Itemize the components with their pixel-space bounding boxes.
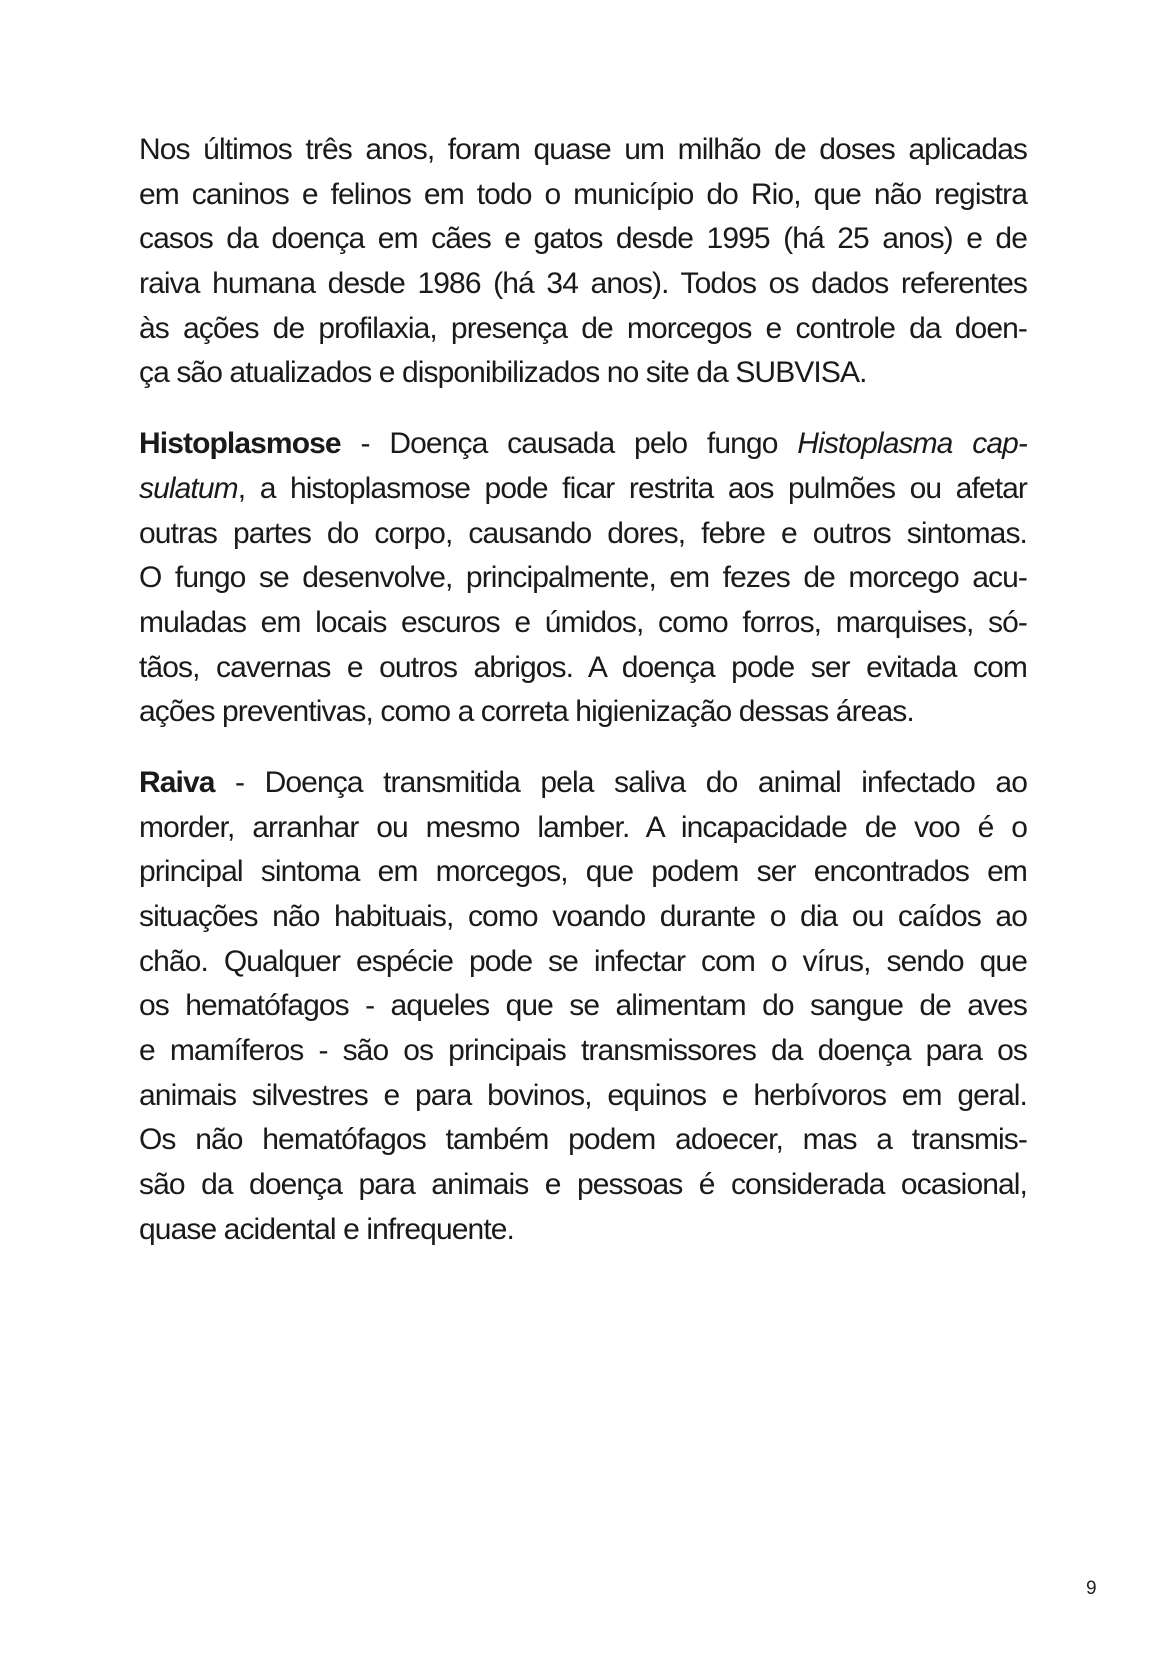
text-segment: situações não habituais, como voando durante o dia ou caídos ao [139, 900, 1027, 933]
text-line [139, 128, 1027, 173]
text-line [139, 1074, 1027, 1119]
document-body [139, 128, 1027, 1279]
text-segment: são da doença para animais e pessoas é considerada ocasional, [139, 1168, 1027, 1202]
text-line [139, 173, 1027, 218]
text-line [139, 1029, 1027, 1074]
scientific-name: Histoplasma cap- [797, 427, 1027, 461]
text-segment: morder, arranhar ou mesmo lamber. A incapacidade de voo é o [139, 810, 1027, 844]
text-line [139, 1163, 1027, 1208]
text-segment: O fungo se desenvolve, principalmente, em fezes de morcego acu- [139, 561, 1027, 595]
text-segment: Os não hematófagos também podem adoecer, mas a transmis- [139, 1123, 1027, 1157]
paragraph-vaccination [139, 128, 1027, 396]
text-line [139, 1208, 1027, 1253]
section-heading: Raiva [139, 765, 215, 799]
text-line [139, 467, 1027, 512]
text-segment: ações preventivas, como a correta higienização dessas áreas. [139, 695, 914, 729]
text-segment: quase acidental e infrequente. [139, 1212, 514, 1246]
text-segment: casos da doença em cães e gatos desde 1995 (há 25 anos) e de [139, 222, 1027, 256]
text-segment: , a histoplasmose pode ficar restrita aos pulmões ou afetar [237, 471, 1027, 505]
text-segment: - Doença causada pelo fungo [340, 427, 798, 461]
text-segment: em caninos e felinos em todo o município do Rio, que não registra [139, 177, 1027, 211]
scientific-name: sulatum [139, 471, 238, 505]
text-line [139, 601, 1027, 646]
text-segment: muladas em locais escuros e úmidos, como forros, marquises, só- [139, 605, 1027, 639]
text-line [139, 895, 1027, 940]
text-line [139, 307, 1027, 352]
text-line [139, 351, 1027, 396]
text-segment: às ações de profilaxia, presença de morcegos e controle da doen- [139, 311, 1027, 345]
text-line [139, 1118, 1027, 1163]
paragraph-histoplasmose [139, 422, 1027, 735]
text-line [139, 690, 1027, 735]
text-line [139, 646, 1027, 691]
text-segment: animais silvestres e para bovinos, equinos e herbívoros em geral. [139, 1078, 1027, 1112]
text-segment: principal sintoma em morcegos, que podem ser encontrados em [139, 855, 1027, 889]
text-segment: tãos, cavernas e outros abrigos. A doença pode ser evitada com [139, 650, 1027, 684]
text-line [139, 850, 1027, 895]
text-line [139, 940, 1027, 985]
text-segment: ça são atualizados e disponibilizados no site da SUBVISA. [139, 356, 867, 390]
text-segment: e mamíferos - são os principais transmissores da doença para os [139, 1034, 1027, 1068]
text-segment: chão. Qualquer espécie pode se infectar com o vírus, sendo que [139, 944, 1027, 978]
text-line [139, 422, 1027, 467]
text-line [139, 556, 1027, 601]
text-segment: - Doença transmitida pela saliva do animal infectado ao [214, 765, 1027, 799]
text-line [139, 806, 1027, 851]
text-line [139, 512, 1027, 557]
text-segment: os hematófagos - aqueles que se alimentam do sangue de aves [139, 989, 1027, 1023]
paragraph-raiva [139, 761, 1027, 1253]
page-number: 9 [1086, 1578, 1097, 1599]
text-line [139, 761, 1027, 806]
text-segment: Nos últimos três anos, foram quase um milhão de doses aplicadas [139, 133, 1027, 166]
text-line [139, 217, 1027, 262]
text-line [139, 262, 1027, 307]
section-heading: Histoplasmose [139, 427, 341, 461]
text-line [139, 984, 1027, 1029]
text-segment: raiva humana desde 1986 (há 34 anos). Todos os dados referentes [139, 267, 1027, 301]
text-segment: outras partes do corpo, causando dores, febre e outros sintomas. [139, 516, 1027, 550]
